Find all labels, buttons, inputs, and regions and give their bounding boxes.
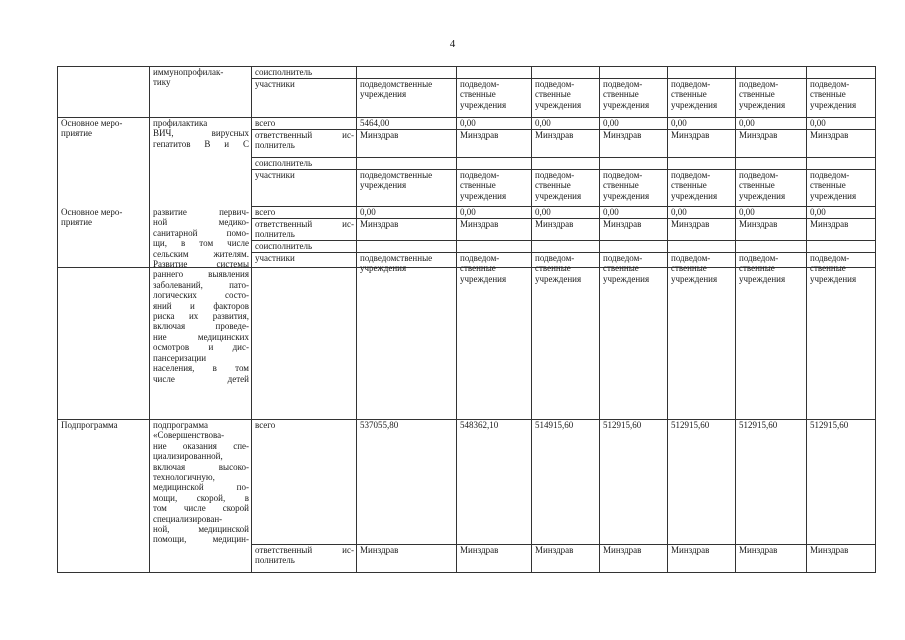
measure-name: подпрограмма «Совершенствова- ние оказания спе- циализированной, включая высоко- технологичную, медицинской по- мощи, скорой, в том числе скорой специализирован- ной, медицинской помощи, медицин- [153,420,249,545]
participants-value: подведомственные учреждения [360,253,433,274]
coexecutor-label: соисполнитель [255,241,313,251]
total-value: 0,00 [360,207,376,217]
total-value: 0,00 [810,207,826,217]
budget-table [57,66,875,572]
responsible-value: Минздрав [460,130,499,140]
responsible-value: Минздрав [535,219,574,229]
responsible-value: Минздрав [535,545,574,555]
participants-value: подведом- ственные учреждения [739,170,786,201]
page-number: 4 [449,38,456,50]
total-label: всего [255,207,276,217]
total-value: 512915,60 [810,420,849,430]
total-value: 0,00 [535,207,551,217]
measure-name: иммунопрофилак- тику [153,67,224,88]
participants-value: подведом- ственные учреждения [460,79,507,110]
participants-value: подведомственные учреждения [360,170,433,191]
responsible-value: Минздрав [360,219,399,229]
responsible-value: Минздрав [671,219,710,229]
participants-value: подведомственные учреждения [360,79,433,100]
event-type: Основное меро- приятие [61,207,123,228]
responsible-label: ответственный ис- полнитель [255,130,354,151]
participants-value: подведом- ственные учреждения [739,253,786,284]
total-value: 0,00 [460,118,476,128]
responsible-value: Минздрав [671,545,710,555]
participants-value: подведом- ственные учреждения [535,79,582,110]
responsible-value: Минздрав [739,545,778,555]
participants-value: подведом- ственные учреждения [535,170,582,201]
responsible-value: Минздрав [810,545,849,555]
total-value: 0,00 [671,118,687,128]
participants-value: подведом- ственные учреждения [603,253,650,284]
participants-value: подведом- ственные учреждения [671,79,718,110]
total-label: всего [255,118,276,128]
event-type: Основное меро- приятие [61,118,123,139]
coexecutor-label: соисполнитель [255,67,313,77]
total-value: 5464,00 [360,118,390,128]
responsible-value: Минздрав [603,545,642,555]
total-value: 0,00 [460,207,476,217]
participants-value: подведом- ственные учреждения [460,253,507,284]
responsible-value: Минздрав [810,130,849,140]
total-value: 0,00 [810,118,826,128]
measure-name: развитие первич- ной медико- санитарной помо- щи, в том числе сельским жителям. Развитие системы раннего выявления заболеваний, пато- логических состо- яний и факторов риска их развития, включая проведе- ние медицинских осмотров и дис- пансеризации населения, в том числе детей [153,207,249,384]
measure-name: профилактика ВИЧ, вирусных гепатитов В и С [153,118,249,149]
participants-value: подведом- ственные учреждения [460,170,507,201]
event-type: Подпрограмма [61,420,118,430]
total-value: 512915,60 [603,420,642,430]
participants-value: подведом- ственные учреждения [671,170,718,201]
total-value: 537055,80 [360,420,399,430]
responsible-label: ответственный ис- полнитель [255,545,354,566]
total-value: 512915,60 [739,420,778,430]
responsible-value: Минздрав [535,130,574,140]
responsible-value: Минздрав [739,219,778,229]
participants-value: подведом- ственные учреждения [535,253,582,284]
total-value: 0,00 [535,118,551,128]
responsible-value: Минздрав [671,130,710,140]
total-value: 0,00 [739,207,755,217]
table-column-line [875,66,876,573]
responsible-value: Минздрав [739,130,778,140]
total-value: 0,00 [603,118,619,128]
responsible-value: Минздрав [360,130,399,140]
coexecutor-label: соисполнитель [255,158,313,168]
participants-value: подведом- ственные учреждения [810,253,857,284]
total-value: 512915,60 [671,420,710,430]
participants-value: подведом- ственные учреждения [671,253,718,284]
total-value: 0,00 [739,118,755,128]
responsible-value: Минздрав [603,219,642,229]
responsible-value: Минздрав [360,545,399,555]
total-value: 514915,60 [535,420,574,430]
total-value: 0,00 [671,207,687,217]
participants-value: подведом- ственные учреждения [739,79,786,110]
responsible-value: Минздрав [460,219,499,229]
total-value: 0,00 [603,207,619,217]
participants-value: подведом- ственные учреждения [603,79,650,110]
participants-label: участники [255,79,295,89]
participants-value: подведом- ственные учреждения [810,170,857,201]
participants-label: участники [255,170,295,180]
participants-label: участники [255,253,295,263]
table-row-line [57,572,876,573]
total-label: всего [255,420,276,430]
responsible-value: Минздрав [460,545,499,555]
participants-value: подведом- ственные учреждения [810,79,857,110]
responsible-label: ответственный ис- полнитель [255,219,354,240]
responsible-value: Минздрав [810,219,849,229]
responsible-value: Минздрав [603,130,642,140]
participants-value: подведом- ственные учреждения [603,170,650,201]
total-value: 548362,10 [460,420,499,430]
